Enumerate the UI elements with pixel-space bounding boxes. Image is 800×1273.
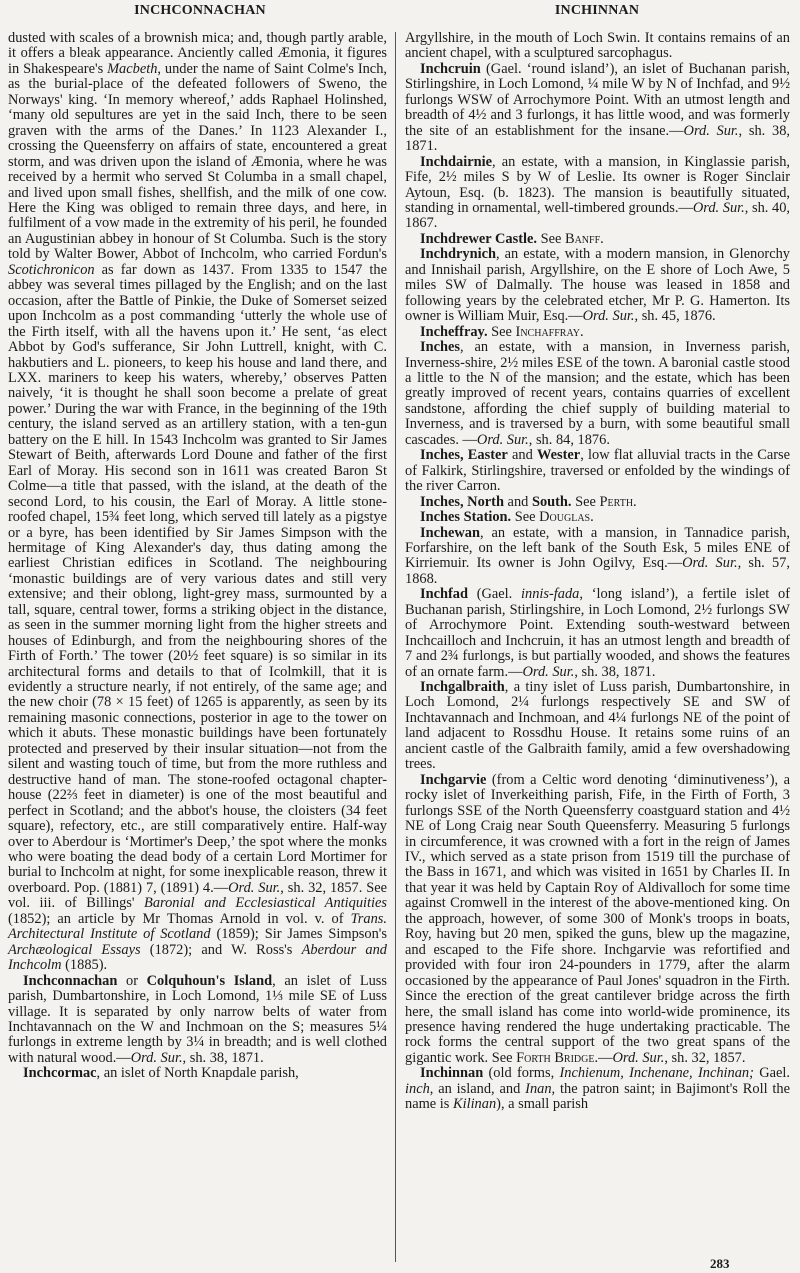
- italic-text: Inchienum, Inchenane, Inchinan;: [559, 1065, 754, 1082]
- gazetteer-entry: [405, 31, 790, 62]
- entry-text: , an estate, with a mansion, in Inverness parish, Inverness-shire, 2½ miles ESE of the town. A baronial castle stood a little to the N of the mansion; and the estate, which has been greatly improved of recent years, contains quarries of excellent sandstone, affording the chief supply of building material to Inverness, and is traversed by a burn, with some beautiful small cascades. —: [405, 339, 790, 448]
- gazetteer-entry: [405, 155, 790, 232]
- entry-heading: Wester: [537, 447, 581, 464]
- italic-text: Ord. Sur.: [522, 663, 575, 680]
- entry-text: , sh. 45, 1876.: [634, 308, 716, 325]
- entry-text: Argyllshire, in the mouth of Loch Swin. It contains remains of an ancient chapel, with a sculptured sarcophagus.: [405, 30, 790, 62]
- entry-text: , sh. 32, 1857.: [664, 1049, 746, 1066]
- gazetteer-entry: [405, 680, 790, 773]
- gazetteer-entry: [405, 325, 790, 340]
- entry-text: , an estate, with a mansion, in Tannadice parish, Forfarshire, on the left bank of the South Esk, 5 miles ENE of Kirriemuir. Its owner is John Ogilvy, Esq.—: [405, 524, 790, 572]
- running-header-left: INCHCONNACHAN: [134, 3, 266, 18]
- entry-text: (1885).: [61, 957, 108, 974]
- entry-heading: Inchdrewer Castle.: [420, 230, 537, 247]
- gazetteer-entry: [405, 62, 790, 155]
- cross-reference: Perth.: [599, 493, 637, 510]
- entry-heading: Colquhoun's Island: [146, 972, 273, 989]
- entry-text: , sh. 38, 1871.: [182, 1049, 264, 1066]
- gazetteer-entry: [405, 340, 790, 448]
- entry-text: , an estate, with a mansion, in Kinglassie parish, Fife, 2½ miles S by W of Leslie. Its owner is Roger Sinclair Aytoun, Esq. (b. 1823). The mansion is beautifully situated, standing in ornamental, well-timbered grounds.—: [405, 153, 790, 216]
- entry-heading: Inchdrynich: [420, 246, 496, 263]
- entry-text: , an islet of Luss parish, Dumbartonshire, in Loch Lomond, 1⅓ mile SE of Luss village. It is separated by only narrow belts of water from Inchtavannach on the W and Inchmoan on the S; measures 5¼ furlongs in extreme length by 3¼ in breadth; and is well clothed with natural wood.—: [8, 972, 388, 1066]
- gazetteer-entry: [8, 1066, 387, 1081]
- entry-text: , sh. 38, 1871.: [574, 663, 656, 680]
- entry-text: Gael.: [753, 1065, 790, 1082]
- entry-text: (1872); and W. Ross's: [140, 941, 302, 958]
- entry-heading: Inchcruin: [420, 60, 481, 77]
- page-number: 283: [710, 1256, 730, 1271]
- entry-text: (from a Celtic word denoting ‘diminutiveness’), a rocky islet of Inverkeithing parish, Fife, in the Firth of Forth, 3 furlongs SSE of the North Queensferry coastguard station and 4½ NE of Long Craig near South Queensferry. Measuring 5 furlongs in circumference, it was crowned with a fort in the reign of James IV., which served as a state prison from 1519 till the purchase of the Bass in 1671, and which was visited in 1651 by Charles II. In that year it was held by Captain Roy of Aldivalloch for some time against Cromwell in the interest of the above-mentioned king. On the approach, however, of some 300 of Monk's troops in boats, Roy, having but 20 men, spiked the guns, blew up the magazine, and escaped to the Fife shore. Inchgarvie was refortified and provided with four iron 24-pounders in 1779, after the alarm occasioned by the appearance of Paul Jones' squadron in the Firth. Since the erection of the great cantilever bridge across the firth here, the small island has come into world-wide prominence, its presence having rendered the huge undertaking practicable. The rock forms the central support of the two great spans of the gigantic work. See: [405, 771, 790, 1066]
- italic-text: Ord. Sur.: [683, 122, 739, 139]
- entry-text: or: [117, 972, 147, 989]
- italic-text: Ord. Sur.: [612, 1049, 665, 1066]
- italic-text: inch: [405, 1080, 430, 1097]
- entry-text: —: [598, 1049, 613, 1066]
- gazetteer-entry: [8, 31, 387, 974]
- italic-text: Scotichronicon: [8, 261, 95, 278]
- italic-text: Archæological Essays: [8, 941, 141, 958]
- entry-text: See: [511, 509, 540, 526]
- italic-text: Ord. Sur.: [130, 1049, 183, 1066]
- entry-text: See: [487, 323, 516, 340]
- entry-text: , the patron saint; in Bajimont's Roll the name is: [405, 1080, 791, 1113]
- gazetteer-entry: [405, 526, 790, 588]
- cross-reference: Forth Bridge.: [516, 1049, 599, 1066]
- gazetteer-entry: [405, 510, 790, 525]
- running-header-right: INCHINNAN: [554, 3, 640, 18]
- entry-text: and: [503, 493, 532, 510]
- italic-text: Aberdour and Inchcolm: [8, 941, 387, 974]
- entry-heading: Inchinnan: [420, 1065, 484, 1082]
- entry-text: , an estate, with a modern mansion, in Glenorchy and Innishail parish, Argyllshire, on the E shore of Loch Awe, 5 miles SW of Dalmally. The house was leased in 1858 and following years by the celebrated etcher, Mr P. G. Hamerton. Its owner is William Muir, Esq.—: [405, 246, 790, 325]
- entry-text: , sh. 84, 1876.: [528, 431, 610, 448]
- gazetteer-entry: [405, 247, 790, 324]
- entry-text: , a tiny islet of Luss parish, Dumbartonshire, in Loch Lomond, 2¼ furlongs respectively SE and SW of Inchtavannach and Inchmoan, and 4¼ furlongs NE of the point of land adjacent to Rossdhu House. It retains some ruins of an ancient castle of the Galbraith family, amid a few overshadowing trees.: [405, 679, 790, 773]
- italic-text: Macbeth: [107, 60, 158, 77]
- entry-heading: Inchcormac: [23, 1065, 97, 1082]
- entry-text: , sh. 57, 1868.: [405, 555, 791, 587]
- entry-heading: Inchdairnie: [420, 153, 492, 170]
- entry-heading: Inches, Easter: [420, 447, 508, 464]
- italic-text: Ord. Sur.: [682, 555, 738, 572]
- entry-text: (Gael.: [468, 586, 522, 603]
- italic-text: Trans. Architectural Institute of Scotland: [8, 910, 387, 943]
- column-divider: [395, 32, 396, 1262]
- cross-reference: Douglas.: [539, 509, 594, 526]
- italic-text: innis-fada: [521, 586, 580, 603]
- gazetteer-entry: [405, 495, 790, 510]
- entry-heading: Incheffray.: [420, 323, 488, 340]
- entry-heading: South.: [531, 493, 572, 510]
- entry-text: See: [571, 493, 600, 510]
- entry-text: and: [507, 447, 538, 464]
- entry-text: ), a small parish: [496, 1096, 589, 1113]
- entry-text: , under the name of Saint Colme's Inch, as the burial-place of the defeated followers of Sweno, the Norways' king. ‘In memory whereof,’ adds Raphael Holinshed, ‘many old sepultures are yet in the said Inch, there to be seen graven with the arms of the Danes.’ In 1123 Alexander I., crossing the Queensferry on affairs of state, encountered a great storm, and was driven upon the island of Æmonia, where he was received by a hermit who served St Columba in a small chapel, and lived upon small fishes, shellfish, and the milk of one cow. Here the King was obliged to remain three days, and here, in fulfilment of a vow made in the extremity of his peril, he founded an Augustinian abbey in honour of St Columba. Such is the story told by Walter Bower, Abbot of Inchcolm, who carried Fordun's: [8, 60, 387, 263]
- entry-text: See: [536, 230, 565, 247]
- entry-text: , low flat alluvial tracts in the Carse of Falkirk, Stirlingshire, traversed or enfolded by the windings of the river Carron.: [405, 447, 791, 495]
- italic-text: Ord. Sur.: [582, 308, 635, 325]
- gazetteer-entry: [8, 974, 387, 1067]
- entry-text: , sh. 32, 1857. See vol. iii. of Billings': [8, 879, 388, 912]
- entry-text: , sh. 38, 1871.: [405, 122, 790, 155]
- entry-text: (Gael. ‘round island’), an islet of Buchanan parish, Stirlingshire, in Loch Lomond, ¼ mile W by N of Inchfad, and 9½ furlongs WSW of Arrochymore Point. With an utmost length and breadth of 4½ and 3 furlongs, it has little wood, and was formerly the site of an establishment for the insane.—: [405, 60, 790, 139]
- entry-heading: Inches, North: [420, 493, 504, 510]
- entry-heading: Inchewan: [420, 524, 480, 541]
- right-column: [405, 31, 790, 1113]
- entry-text: , sh. 40, 1867.: [405, 199, 790, 232]
- entry-text: , an islet of North Knapdale parish,: [96, 1065, 299, 1082]
- gazetteer-entry: [405, 1066, 790, 1112]
- entry-text: , an island, and: [429, 1080, 526, 1097]
- cross-reference: Inchaffray.: [515, 323, 584, 340]
- italic-text: Ord. Sur.: [476, 431, 529, 448]
- gazetteer-entry: [405, 232, 790, 247]
- left-column: [8, 31, 387, 1082]
- entry-text: (1852); an article by Mr Thomas Arnold in vol. v. of: [8, 910, 351, 927]
- entry-heading: Inchgalbraith: [420, 679, 505, 696]
- entry-text: (1859); Sir James Simpson's: [210, 926, 387, 943]
- italic-text: Ord. Sur.: [228, 879, 281, 896]
- gazetteer-entry: [405, 773, 790, 1067]
- italic-text: Inan: [525, 1080, 552, 1097]
- entry-text: as far down as 1437. From 1335 to 1547 the abbey was several times pillaged by the English; and on the last occasion, after the Battle of Pinkie, the Duke of Somerset seized upon Inchcolm as a post commanding ‘utterly the whole use of the Firth itself, with all the havens upon it.’ He sent, ‘as elect Abbot by God's sufferance, Sir John Luttrell, knight, with C. hakbutiers and L. pioneers, to keep his house and land there, and LXX. mariners to keep his waters, whereby,’ observes Patten naively, ‘it is thought he shall soon become a prelate of great power.’ During the war with France, in the beginning of the 19th century, the island served as an artillery station, with a ten-gun battery on the E hill. In 1543 Inchcolm was granted to Sir James Stewart of Beith, afterwards Lord Doune and father of the first Earl of Moray. His second son in 1611 was created Baron St Colme—a title that passed, with the island, at the death of the second Lord, to his cousin, the Earl of Moray. A little stone-roofed chapel, 15¾ feet long, which served till lately as a pigstye or a byre, has been identified by Sir James Simpson with the hermitage of King Alexander's day, thus dating among the earliest Christian edifices in Scotland. The neighbouring ‘monastic buildings are of very various dates and still very extensive; and their oblong, light-grey mass, surmounted by a tall, square, central tower, forms a striking object in the distance, as seen in the summer morning light from the higher streets and houses of Edinburgh, and from the neighbouring shores of the Firth of Forth.’ The tower (20½ feet square) is so similar in its architectural forms and details to that of Icolmkill, that it is evidently a structure nearly, if not entirely, of the same age; and the new choir (78 × 15 feet) of 1265 is apparently, as seen by its remaining masonic connections, posterior in age to the tower on which it abuts. These monastic buildings have been fortunately protected and preserved by their insular situation—not from the silent and wasting touch of time, but from the more ruthless and destructive hand of man. The stone-roofed octagonal chapter-house (22⅔ feet in diameter) is one of the most beautiful and perfect in Scotland; and the abbot's house, the cloisters (34 feet square), refectory, etc., are still comparatively entire. Half-way over to Aberdour is ‘Mortimer's Deep,’ the spot where the monks who were boating the dead body of a certain Lord Mortimer for burial to Inchcolm at night, for some inexplicable reason, threw it overboard. Pop. (1881) 7, (1891) 4.—: [8, 261, 387, 896]
- entry-heading: Inches Station.: [420, 509, 512, 526]
- entry-text: dusted with scales of a brownish mica; and, though partly arable, it offers a bleak appearance. Anciently called Æmonia, it figures in Shakespeare's: [8, 30, 387, 77]
- entry-heading: Inches: [420, 339, 460, 356]
- cross-reference: Banff.: [564, 230, 604, 247]
- entry-text: (old forms,: [483, 1065, 560, 1082]
- entry-heading: Inchgarvie: [420, 771, 487, 788]
- gazetteer-entry: [405, 448, 790, 494]
- gazetteer-entry: [405, 587, 790, 680]
- entry-heading: Inchconnachan: [23, 972, 118, 989]
- italic-text: Baronial and Ecclesiastical Antiquities: [144, 895, 388, 912]
- italic-text: Ord. Sur.: [692, 199, 745, 216]
- entry-heading: Inchfad: [420, 586, 468, 603]
- entry-text: , ‘long island’), a fertile islet of Buchanan parish, Stirlingshire, in Loch Lomond, 2½ furlongs SW of Arrochymore Point. Extending south-westward between Inchcailloch and Inchcruin, it has an utmost length and breadth of 7 and 2¾ furlongs, is but partially wooded, and shows the features of an ornate farm.—: [405, 586, 790, 680]
- italic-text: Kilinan: [452, 1096, 497, 1113]
